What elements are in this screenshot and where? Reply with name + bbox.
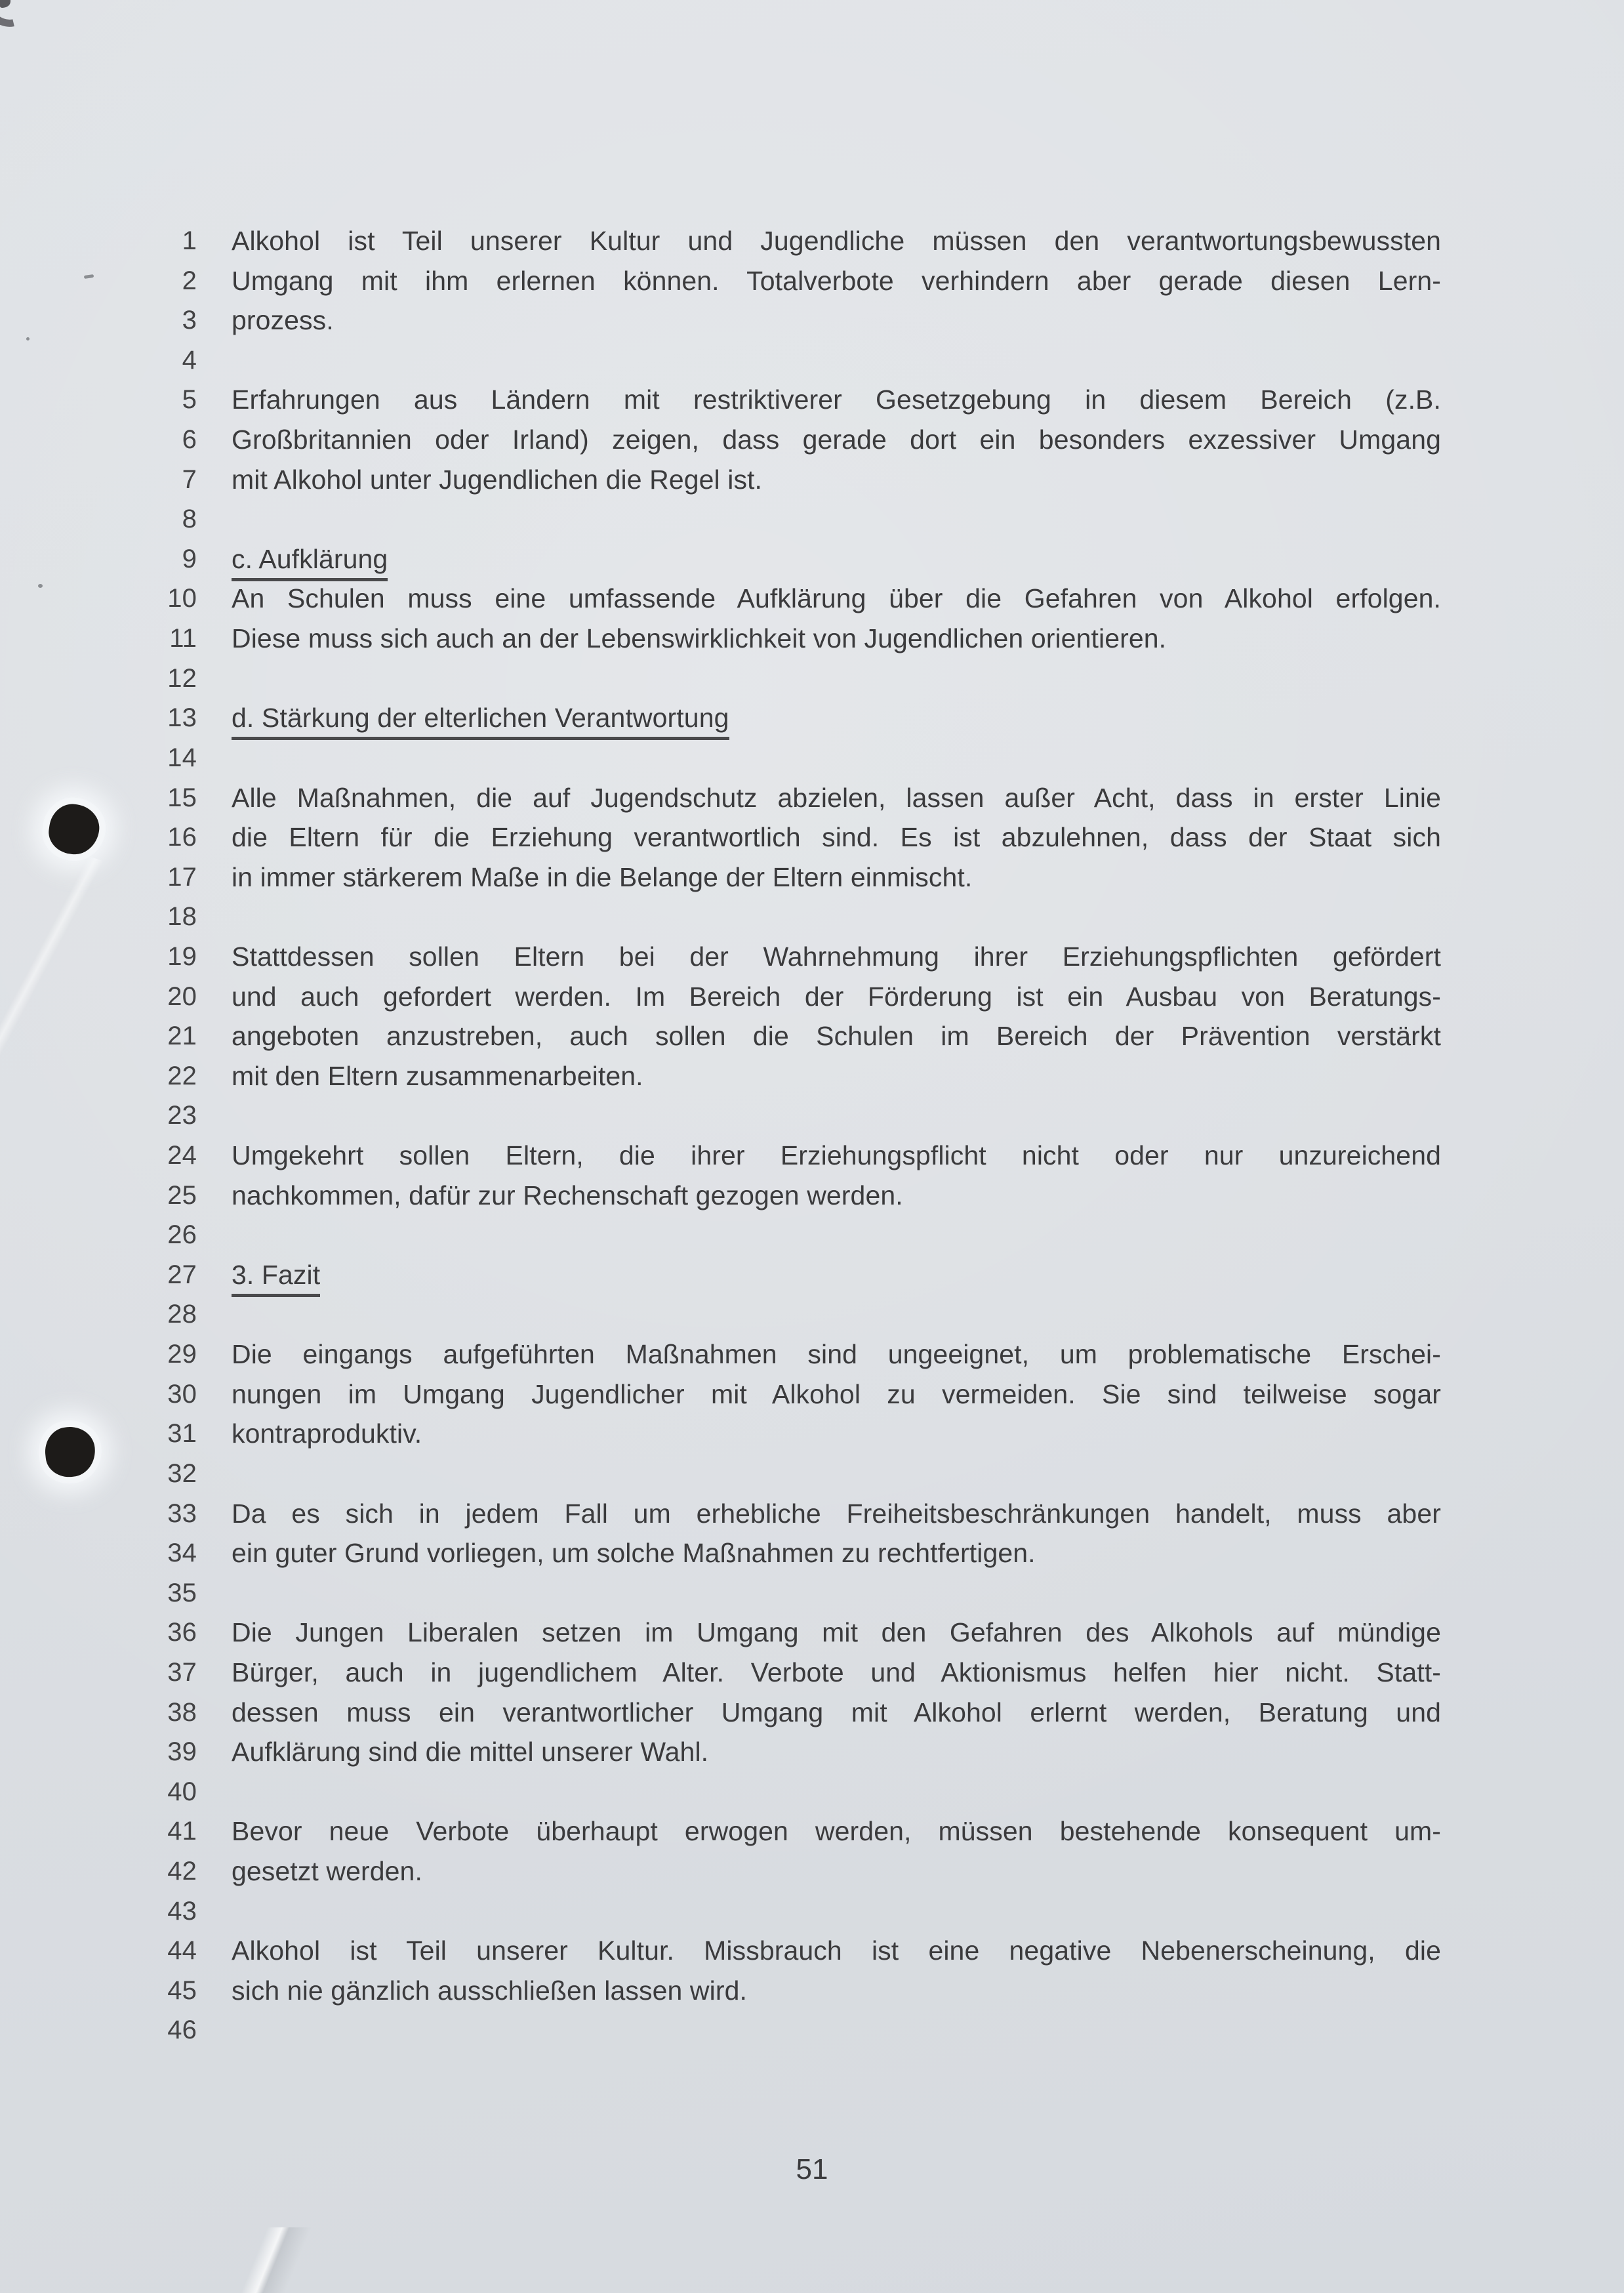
line-text: dessen muss ein verantwortlicher Umgang mit Alkohol erlernt werden, Beratung und <box>232 1697 1441 1727</box>
line-text: kontraproduktiv. <box>232 1418 422 1449</box>
document-line <box>0 1931 1624 1971</box>
document-line <box>0 221 1624 261</box>
line-number: 7 <box>182 465 197 494</box>
line-number: 35 <box>167 1578 197 1607</box>
line-number: 24 <box>167 1141 197 1170</box>
line-number: 14 <box>167 743 197 772</box>
line-number: 9 <box>182 544 197 573</box>
document-line <box>0 778 1624 818</box>
document-line <box>0 1334 1624 1374</box>
line-text: gesetzt werden. <box>232 1855 422 1886</box>
document-line <box>0 619 1624 659</box>
line-number: 21 <box>167 1022 197 1051</box>
line-number: 3 <box>182 306 197 335</box>
line-text <box>232 499 1441 539</box>
line-text <box>232 1772 1441 1812</box>
document-line <box>0 1772 1624 1812</box>
line-number: 32 <box>167 1458 197 1488</box>
document-line <box>0 857 1624 898</box>
document-line <box>0 1573 1624 1613</box>
document-line <box>0 1732 1624 1772</box>
line-number: 34 <box>167 1539 197 1568</box>
section-heading: d. Stärkung der elterlichen Verantwortung <box>232 703 729 740</box>
document-line <box>0 1414 1624 1454</box>
line-text: Umgang mit ihm erlernen können. Totalverbote verhindern aber gerade diesen Lern- <box>232 265 1441 296</box>
line-list <box>0 221 1624 2050</box>
line-text: Erfahrungen aus Ländern mit restriktiverer Gesetzgebung in diesem Bereich (z.B. <box>232 384 1441 415</box>
line-number: 15 <box>167 783 197 812</box>
document-line <box>0 380 1624 420</box>
line-text <box>232 341 1441 381</box>
line-number: 27 <box>167 1260 197 1289</box>
document-line <box>0 1255 1624 1295</box>
document-line <box>0 1494 1624 1534</box>
line-text: in immer stärkerem Maße in die Belange der Eltern einmischt. <box>232 861 973 892</box>
document-line <box>0 300 1624 341</box>
line-text: An Schulen muss eine umfassende Aufklärung über die Gefahren von Alkohol erfolgen. <box>232 583 1441 614</box>
section-heading: c. Aufklärung <box>232 545 388 581</box>
line-text: Bevor neue Verbote überhaupt erwogen werden, müssen bestehende konsequent um- <box>232 1816 1441 1847</box>
document-line <box>0 1016 1624 1056</box>
line-number: 1 <box>182 226 197 255</box>
line-number: 45 <box>167 1975 197 2005</box>
document-line <box>0 1851 1624 1891</box>
document-line <box>0 1176 1624 1216</box>
document-line <box>0 1971 1624 2011</box>
line-number: 17 <box>167 862 197 892</box>
line-number: 37 <box>167 1657 197 1687</box>
document-line <box>0 1533 1624 1573</box>
document-line <box>0 499 1624 539</box>
line-number: 29 <box>167 1340 197 1369</box>
line-number: 8 <box>182 505 197 534</box>
line-number: 5 <box>182 385 197 415</box>
line-number: 6 <box>182 425 197 455</box>
line-number: 25 <box>167 1180 197 1210</box>
line-number: 13 <box>167 703 197 733</box>
line-number: 33 <box>167 1498 197 1528</box>
line-number: 10 <box>167 584 197 613</box>
line-text <box>232 738 1441 778</box>
line-number: 12 <box>167 663 197 693</box>
line-number: 39 <box>167 1737 197 1767</box>
document-line <box>0 1096 1624 1136</box>
line-text <box>232 1891 1441 1931</box>
document-line <box>0 977 1624 1017</box>
line-number: 36 <box>167 1618 197 1647</box>
document-line <box>0 1891 1624 1931</box>
line-number: 26 <box>167 1220 197 1250</box>
document-line <box>0 698 1624 738</box>
line-number: 19 <box>167 941 197 971</box>
document-line <box>0 738 1624 778</box>
document-line <box>0 1693 1624 1733</box>
document-line <box>0 1613 1624 1653</box>
line-text <box>232 659 1441 699</box>
line-text: Umgekehrt sollen Eltern, die ihrer Erziehungspflicht nicht oder nur unzureichend <box>232 1140 1441 1171</box>
line-number: 23 <box>167 1101 197 1130</box>
line-number: 46 <box>167 2015 197 2045</box>
line-text: nachkommen, dafür zur Rechenschaft gezogen werden. <box>232 1180 903 1210</box>
line-text: sich nie gänzlich ausschließen lassen wird. <box>232 1975 747 2006</box>
line-text <box>232 1215 1441 1255</box>
line-text: und auch gefordert werden. Im Bereich der Förderung ist ein Ausbau von Beratungs- <box>232 981 1441 1012</box>
line-number: 40 <box>167 1777 197 1806</box>
line-number: 30 <box>167 1379 197 1409</box>
document-line <box>0 1294 1624 1334</box>
line-number: 42 <box>167 1856 197 1886</box>
document-line <box>0 341 1624 381</box>
line-number: 38 <box>167 1697 197 1727</box>
line-number: 18 <box>167 902 197 932</box>
line-text: die Eltern für die Erziehung verantwortlich sind. Es ist abzulehnen, dass der Staat sich <box>232 822 1441 853</box>
document-line <box>0 261 1624 301</box>
document-line <box>0 579 1624 619</box>
line-number: 28 <box>167 1300 197 1329</box>
section-heading: 3. Fazit <box>232 1260 320 1297</box>
document-line <box>0 460 1624 500</box>
document-line <box>0 897 1624 937</box>
line-text: Da es sich in jedem Fall um erhebliche Freiheitsbeschränkungen handelt, muss aber <box>232 1498 1441 1529</box>
line-text: Die eingangs aufgeführten Maßnahmen sind ungeeignet, um problematische Erschei- <box>232 1339 1441 1370</box>
line-text <box>232 897 1441 937</box>
line-number: 31 <box>167 1419 197 1449</box>
line-number: 22 <box>167 1061 197 1090</box>
document-line <box>0 420 1624 460</box>
document-line <box>0 2010 1624 2050</box>
line-text: Aufklärung sind die mittel unserer Wahl. <box>232 1737 709 1767</box>
line-number: 41 <box>167 1817 197 1846</box>
line-text: Alle Maßnahmen, die auf Jugendschutz abzielen, lassen außer Acht, dass in erster Linie <box>232 782 1441 813</box>
line-number: 20 <box>167 981 197 1011</box>
document-line <box>0 1136 1624 1176</box>
document-line <box>0 539 1624 579</box>
line-text: mit den Eltern zusammenarbeiten. <box>232 1060 643 1091</box>
line-text: Die Jungen Liberalen setzen im Umgang mit den Gefahren des Alkohols auf mündige <box>232 1617 1441 1648</box>
line-text: Bürger, auch in jugendlichem Alter. Verbote und Aktionismus helfen hier nicht. Statt- <box>232 1657 1441 1687</box>
line-text <box>232 1294 1441 1334</box>
line-text: Großbritannien oder Irland) zeigen, dass gerade dort ein besonders exzessiver Umgang <box>232 424 1441 455</box>
line-text <box>232 539 1441 579</box>
line-number: 2 <box>182 266 197 295</box>
line-text: mit Alkohol unter Jugendlichen die Regel ist. <box>232 464 763 495</box>
line-number: 44 <box>167 1936 197 1966</box>
line-number: 11 <box>169 624 197 653</box>
document-line <box>0 659 1624 699</box>
line-text: Stattdessen sollen Eltern bei der Wahrnehmung ihrer Erziehungspflichten gefördert <box>232 941 1441 972</box>
line-text: prozess. <box>232 305 334 336</box>
line-text: Alkohol ist Teil unserer Kultur und Jugendliche müssen den verantwortungsbewussten <box>232 226 1441 256</box>
line-text: nungen im Umgang Jugendlicher mit Alkohol zu vermeiden. Sie sind teilweise sogar <box>232 1378 1441 1409</box>
document-line <box>0 1811 1624 1851</box>
document-line <box>0 817 1624 857</box>
document-line <box>0 1653 1624 1693</box>
line-text <box>232 1255 1441 1295</box>
line-number: 16 <box>167 823 197 852</box>
line-text: Alkohol ist Teil unserer Kultur. Missbrauch ist eine negative Nebenerscheinung, die <box>232 1935 1441 1966</box>
document-line <box>0 1056 1624 1096</box>
document-line <box>0 1454 1624 1494</box>
line-number: 4 <box>182 345 197 375</box>
document-line <box>0 937 1624 977</box>
line-text <box>232 698 1441 738</box>
line-number: 43 <box>167 1896 197 1926</box>
line-text: angeboten anzustreben, auch sollen die Schulen im Bereich der Prävention verstärkt <box>232 1021 1441 1052</box>
line-text <box>232 1573 1441 1613</box>
line-text: ein guter Grund vorliegen, um solche Maßnahmen zu rechtfertigen. <box>232 1538 1036 1569</box>
line-text <box>232 2010 1441 2050</box>
line-text <box>232 1454 1441 1494</box>
document-line <box>0 1374 1624 1415</box>
line-text: Diese muss sich auch an der Lebenswirklichkeit von Jugendlichen orientieren. <box>232 623 1167 654</box>
paper-crease-artifact <box>98 2227 439 2293</box>
document-line <box>0 1215 1624 1255</box>
page-number: 51 <box>796 2153 828 2185</box>
line-text <box>232 1096 1441 1136</box>
